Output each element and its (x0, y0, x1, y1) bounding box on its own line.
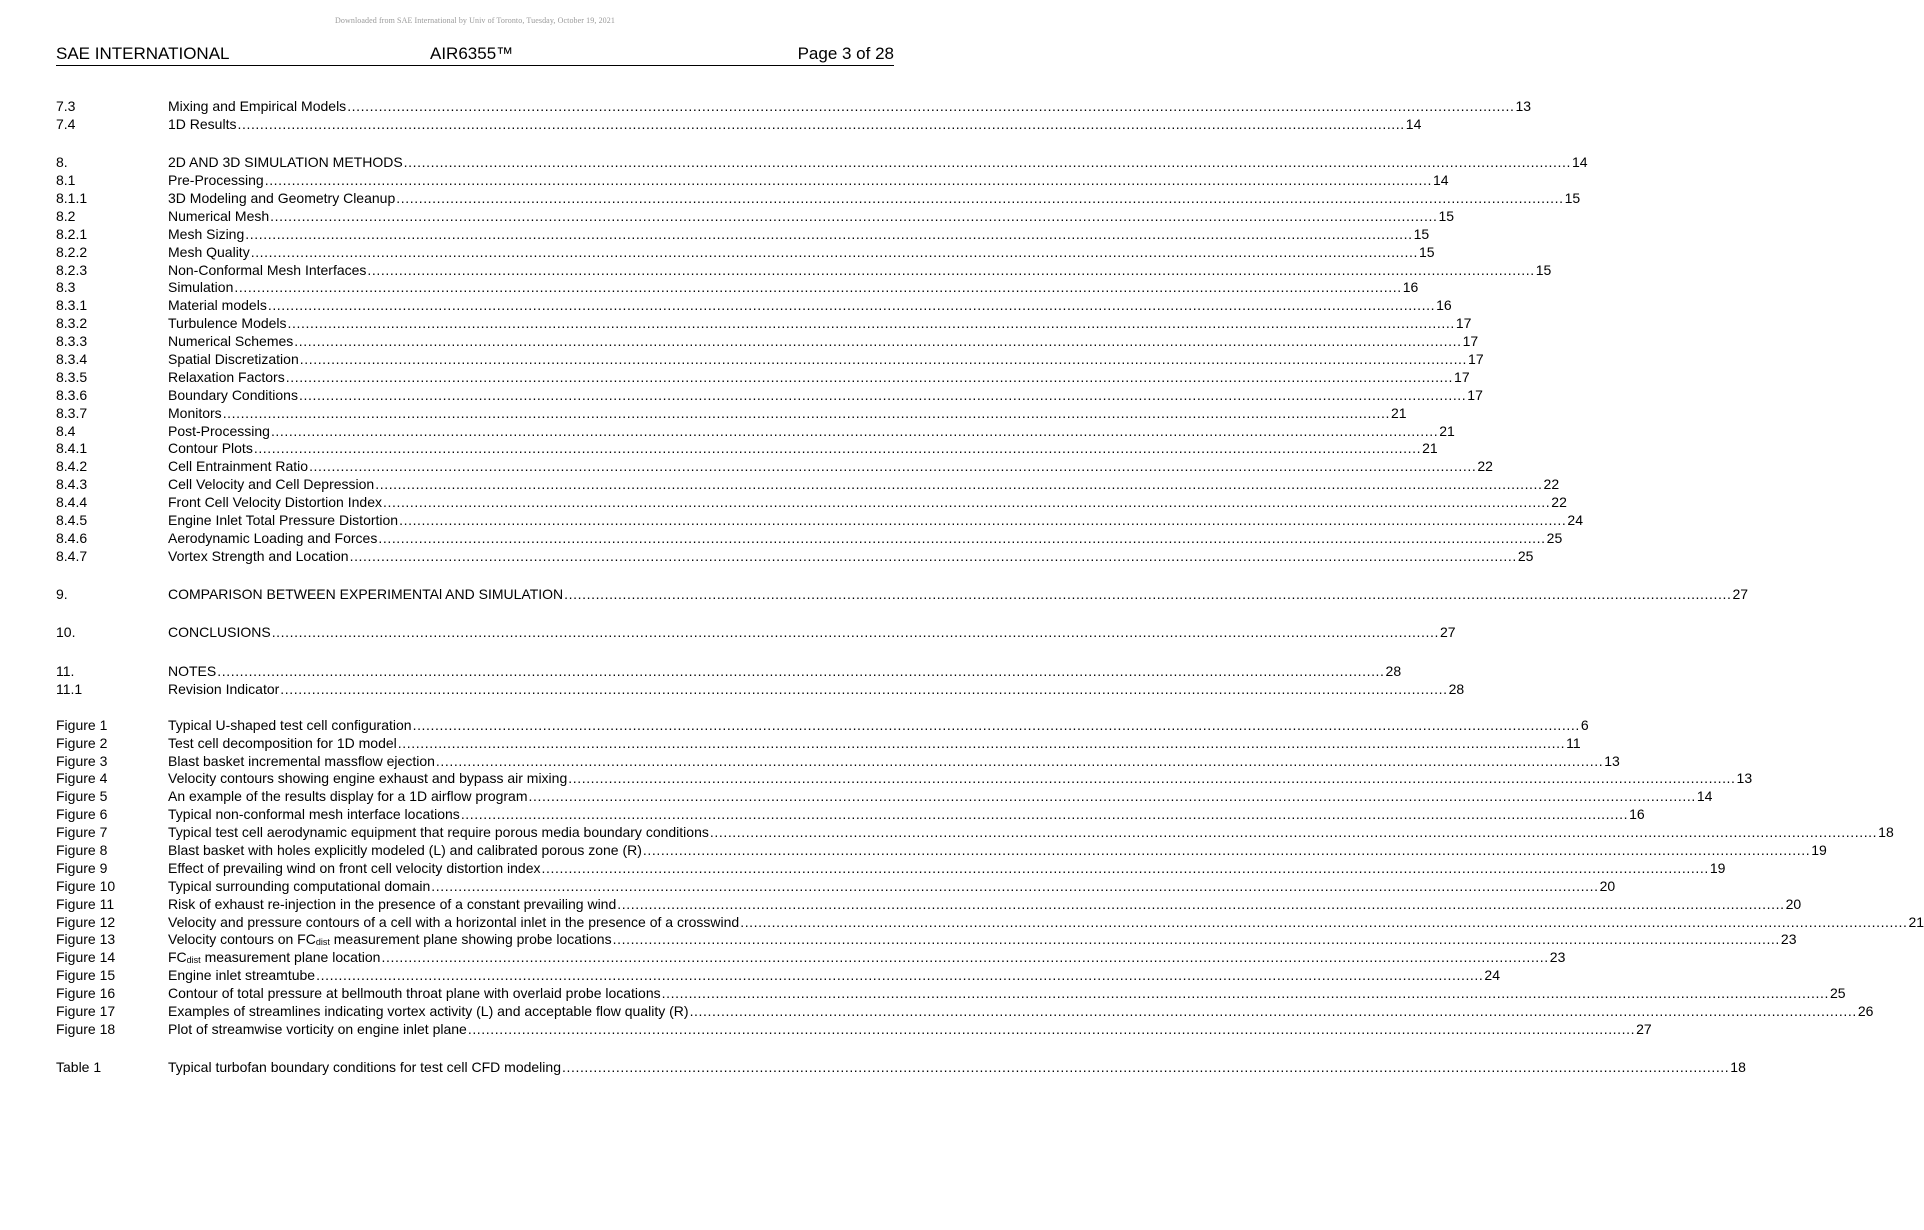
publisher-name: SAE INTERNATIONAL (56, 44, 230, 63)
figure-title-part: measurement plane location (200, 949, 381, 966)
dot-leader: .................................................................................................................................................................................................................................................................... (561, 1058, 1730, 1075)
figure-entry[interactable] (56, 877, 1616, 896)
toc-number: 8.1 (56, 172, 76, 189)
figure-entry[interactable] (56, 931, 1797, 949)
toc-number: 11. (56, 662, 75, 679)
toc-title: Cell Entrainment Ratio (168, 458, 309, 475)
figure-page-number: 27 (1636, 1020, 1652, 1037)
figure-page-number: 23 (1549, 949, 1566, 966)
figure-entry[interactable] (56, 788, 1713, 806)
toc-page-number: 28 (1385, 662, 1402, 679)
figure-page-number: 25 (1829, 985, 1846, 1002)
toc-title: Turbulence Models (168, 315, 287, 332)
dot-leader: .................................................................................................................................................................................................................................................................... (298, 386, 1467, 403)
section-gap (56, 698, 880, 716)
document-number: AIR6355™ (430, 44, 514, 63)
figure-title: Examples of streamlines indicating vortex activity (L) and acceptable flow quality (R) (168, 1003, 689, 1020)
figure-page-number: 6 (1580, 716, 1589, 733)
figure-number: Figure 15 (56, 967, 116, 984)
dot-leader: .................................................................................................................................................................................................................................................................... (431, 877, 1599, 894)
dot-leader: .................................................................................................................................................................................................................................................................... (270, 207, 1438, 224)
figure-page-number: 16 (1629, 806, 1645, 823)
figure-title: Velocity and pressure contours of a cell with a horizontal inlet in the presence of a crosswind (168, 913, 740, 930)
section-gap (56, 134, 880, 154)
dot-leader: .................................................................................................................................................................................................................................................................... (267, 297, 1436, 314)
figure-number: Figure 10 (56, 877, 116, 894)
dot-leader: .................................................................................................................................................................................................................................................................... (378, 529, 1546, 546)
figure-title-part: FC (168, 949, 187, 966)
toc-title: Numerical Mesh (168, 207, 270, 224)
figure-entry[interactable] (56, 842, 1827, 860)
figure-title: Blast basket incremental massflow ejection (168, 752, 435, 769)
toc-title: Relaxation Factors (168, 368, 285, 385)
table-of-contents (56, 98, 1924, 1077)
toc-title: Mesh Quality (168, 243, 250, 260)
figure-number: Figure 12 (56, 913, 116, 930)
figure-number: Figure 5 (56, 788, 108, 805)
toc-number: 8. (56, 154, 68, 171)
section-gap (56, 566, 880, 586)
dot-leader: .................................................................................................................................................................................................................................................................... (299, 350, 1468, 367)
dot-leader: .................................................................................................................................................................................................................................................................... (237, 115, 1405, 132)
toc-number: 7.4 (56, 115, 76, 132)
figure-number: Figure 17 (56, 1003, 116, 1020)
toc-title: 2D AND 3D SIMULATION METHODS (168, 154, 403, 171)
toc-entry[interactable] (56, 279, 1419, 297)
toc-page-number: 16 (1402, 279, 1419, 296)
dot-leader: .................................................................................................................................................................................................................................................................... (612, 931, 1780, 948)
toc-entry[interactable] (56, 115, 1422, 134)
figure-number: Figure 14 (56, 949, 116, 966)
dot-leader: .................................................................................................................................................................................................................................................................... (271, 624, 1439, 641)
toc-number: 8.3.4 (56, 350, 88, 367)
toc-title: Vortex Strength and Location (168, 547, 349, 564)
table-title: Typical turbofan boundary conditions for test cell CFD modeling (168, 1058, 561, 1075)
dot-leader: .................................................................................................................................................................................................................................................................... (661, 985, 1829, 1002)
dot-leader: .................................................................................................................................................................................................................................................................... (381, 949, 1549, 966)
toc-page-number: 17 (1467, 386, 1483, 403)
toc-entry[interactable] (56, 333, 1479, 351)
figure-entry[interactable] (56, 1003, 1874, 1021)
toc-page-number: 21 (1391, 404, 1407, 421)
figure-title: Velocity contours showing engine exhaust and bypass air mixing (168, 770, 568, 787)
dot-leader: .................................................................................................................................................................................................................................................................... (460, 806, 1629, 823)
dot-leader: .................................................................................................................................................................................................................................................................... (347, 98, 1515, 114)
figure-entry[interactable] (56, 859, 1726, 878)
figure-number: Figure 9 (56, 859, 108, 876)
dot-leader: .................................................................................................................................................................................................................................................................... (689, 1003, 1857, 1020)
toc-entry[interactable] (56, 225, 1430, 244)
figure-page-number: 19 (1811, 842, 1827, 859)
dot-leader: .................................................................................................................................................................................................................................................................... (287, 315, 1455, 332)
dot-leader: .................................................................................................................................................................................................................................................................... (564, 586, 1732, 603)
toc-entry[interactable] (56, 386, 1483, 405)
toc-number: 8.3.3 (56, 333, 88, 350)
toc-page-number: 27 (1732, 586, 1749, 603)
figure-page-number: 14 (1696, 788, 1713, 805)
toc-number: 8.1.1 (56, 189, 88, 206)
dot-leader: .................................................................................................................................................................................................................................................................... (642, 842, 1811, 859)
dot-leader: .................................................................................................................................................................................................................................................................... (245, 225, 1413, 242)
dot-leader: .................................................................................................................................................................................................................................................................... (399, 511, 1567, 528)
toc-title: NOTES (168, 662, 217, 679)
figure-page-number: 23 (1780, 931, 1797, 948)
table-number: Table 1 (56, 1058, 102, 1075)
toc-number: 8.4.1 (56, 440, 88, 457)
dot-leader: .................................................................................................................................................................................................................................................................... (309, 458, 1477, 475)
toc-number: 8.4.2 (56, 458, 88, 475)
toc-title: Boundary Conditions (168, 386, 298, 403)
toc-number: 8.3.2 (56, 315, 88, 332)
toc-number: 8.3.1 (56, 297, 88, 314)
download-watermark: Downloaded from SAE International by Univ of Toronto, Tuesday, October 19, 2021 (335, 16, 615, 25)
dot-leader: .................................................................................................................................................................................................................................................................... (709, 824, 1878, 841)
toc-entry[interactable] (56, 297, 1452, 315)
figure-number: Figure 11 (56, 895, 115, 912)
figure-page-number: 21 (1908, 913, 1924, 930)
toc-entry[interactable] (56, 494, 1567, 512)
toc-title: Simulation (168, 279, 234, 296)
toc-title: Aerodynamic Loading and Forces (168, 529, 378, 546)
table-entry[interactable] (56, 1058, 1746, 1077)
figure-number: Figure 16 (56, 985, 116, 1002)
toc-page-number: 17 (1455, 315, 1472, 332)
toc-page-number: 28 (1448, 680, 1465, 697)
toc-number: 8.3.6 (56, 386, 88, 403)
dot-leader: .................................................................................................................................................................................................................................................................... (367, 261, 1535, 278)
toc-entry[interactable] (56, 662, 1402, 681)
toc-number: 8.4 (56, 422, 76, 439)
toc-number: 8.2 (56, 207, 76, 224)
figure-page-number: 20 (1785, 895, 1802, 912)
dot-leader: .................................................................................................................................................................................................................................................................... (250, 243, 1419, 260)
toc-entry[interactable] (56, 207, 1455, 226)
dot-leader: .................................................................................................................................................................................................................................................................... (397, 734, 1566, 751)
toc-entry[interactable] (56, 368, 1470, 387)
dot-leader: .................................................................................................................................................................................................................................................................... (270, 422, 1439, 439)
figure-number: Figure 2 (56, 734, 108, 751)
toc-page-number: 14 (1571, 154, 1588, 171)
toc-title: Engine Inlet Total Pressure Distortion (168, 511, 399, 528)
figure-title: Effect of prevailing wind on front cell velocity distortion index (168, 859, 541, 876)
section-gap (56, 642, 880, 662)
figure-title: Risk of exhaust re-injection in the presence of a constant prevailing wind (168, 895, 617, 912)
toc-number: 10. (56, 624, 76, 641)
toc-title: Mixing and Empirical Models (168, 98, 347, 114)
figure-number: Figure 4 (56, 770, 108, 787)
dot-leader: .................................................................................................................................................................................................................................................................... (528, 788, 1696, 805)
dot-leader: .................................................................................................................................................................................................................................................................... (412, 716, 1580, 733)
toc-title: 3D Modeling and Geometry Cleanup (168, 189, 396, 206)
dot-leader: .................................................................................................................................................................................................................................................................... (349, 547, 1517, 564)
toc-page-number: 14 (1405, 115, 1422, 132)
toc-title: Post-Processing (168, 422, 270, 439)
toc-number: 8.4.4 (56, 494, 88, 511)
figure-page-number: 13 (1604, 752, 1620, 769)
toc-page-number: 22 (1543, 476, 1560, 493)
figure-entry[interactable] (56, 716, 1589, 735)
toc-title: CONCLUSIONS (168, 624, 271, 641)
figure-entry[interactable] (56, 824, 1894, 842)
toc-title: Spatial Discretization (168, 350, 299, 367)
dot-leader: .................................................................................................................................................................................................................................................................... (375, 476, 1543, 493)
toc-page-number: 15 (1564, 189, 1581, 206)
toc-number: 8.2.2 (56, 243, 88, 260)
figure-page-number: 20 (1599, 877, 1616, 894)
toc-page-number: 21 (1439, 422, 1455, 439)
page-number: Page 3 of 28 (797, 44, 894, 63)
section-gap (56, 604, 880, 624)
toc-number: 9. (56, 586, 68, 603)
toc-title: Revision Indicator (168, 680, 280, 697)
toc-title: Monitors (168, 404, 222, 421)
dot-leader: .................................................................................................................................................................................................................................................................... (541, 859, 1709, 876)
toc-number: 8.4.5 (56, 511, 88, 528)
figure-page-number: 26 (1857, 1003, 1874, 1020)
figure-title: Engine inlet streamtube (168, 967, 316, 984)
dot-leader: .................................................................................................................................................................................................................................................................... (568, 770, 1736, 787)
toc-page-number: 15 (1535, 261, 1552, 278)
toc-page-number: 16 (1436, 297, 1452, 314)
figure-page-number: 11 (1566, 734, 1581, 751)
figure-title: Test cell decomposition for 1D model (168, 734, 397, 751)
toc-entry[interactable] (56, 172, 1449, 190)
figure-entry[interactable] (56, 752, 1620, 771)
figure-entry[interactable] (56, 1020, 1652, 1039)
toc-entry[interactable] (56, 547, 1534, 566)
toc-number: 8.2.3 (56, 261, 88, 278)
figure-title: Typical test cell aerodynamic equipment that require porous media boundary conditions (168, 824, 709, 841)
toc-page-number: 17 (1454, 368, 1470, 385)
figure-title: An example of the results display for a 1D airflow program (168, 788, 528, 805)
toc-entry[interactable] (56, 350, 1484, 369)
dot-leader: .................................................................................................................................................................................................................................................................... (253, 440, 1422, 457)
toc-entry[interactable] (56, 315, 1472, 333)
toc-entry[interactable] (56, 243, 1435, 262)
toc-entry[interactable] (56, 98, 1532, 116)
toc-page-number: 14 (1433, 172, 1449, 189)
figure-title: Typical U-shaped test cell configuration (168, 716, 412, 733)
toc-number: 8.3.7 (56, 404, 88, 421)
figure-page-number: 24 (1484, 967, 1500, 984)
toc-title: Numerical Schemes (168, 333, 294, 350)
toc-title: Pre-Processing (168, 172, 264, 189)
toc-entry[interactable] (56, 529, 1563, 548)
section-gap (56, 1039, 880, 1059)
figure-number: Figure 3 (56, 752, 108, 769)
figure-entry[interactable] (56, 985, 1846, 1003)
toc-page-number: 25 (1546, 529, 1563, 546)
figure-number: Figure 8 (56, 842, 108, 859)
toc-entry[interactable] (56, 624, 1456, 642)
figure-page-number: 13 (1736, 770, 1753, 787)
figure-entry[interactable] (56, 967, 1500, 985)
toc-entry[interactable] (56, 511, 1583, 530)
toc-title: Contour Plots (168, 440, 253, 457)
toc-page-number: 24 (1567, 511, 1583, 528)
dot-leader: .................................................................................................................................................................................................................................................................... (217, 662, 1385, 679)
figure-entry[interactable] (56, 734, 1581, 753)
figure-number: Figure 13 (56, 931, 116, 948)
figure-number: Figure 18 (56, 1020, 116, 1037)
toc-number: 8.4.6 (56, 529, 88, 546)
figure-entry[interactable] (56, 949, 1566, 967)
toc-entry[interactable] (56, 154, 1588, 172)
toc-page-number: 25 (1517, 547, 1534, 564)
toc-entry[interactable] (56, 476, 1560, 494)
toc-page-number: 17 (1468, 350, 1484, 367)
toc-title: Mesh Sizing (168, 225, 245, 242)
figure-number: Figure 1 (56, 716, 108, 733)
dot-leader: .................................................................................................................................................................................................................................................................... (285, 368, 1454, 385)
figure-entry[interactable] (56, 770, 1753, 788)
page-header (56, 43, 894, 66)
dot-leader: .................................................................................................................................................................................................................................................................... (467, 1020, 1636, 1037)
toc-number: 8.3.5 (56, 368, 88, 385)
toc-entry[interactable] (56, 422, 1455, 441)
figure-entry[interactable] (56, 913, 1924, 932)
figure-title-part: Velocity contours on FC (168, 931, 316, 948)
toc-number: 8.2.1 (56, 225, 88, 242)
dot-leader: .................................................................................................................................................................................................................................................................... (740, 913, 1908, 930)
toc-page-number: 22 (1477, 458, 1493, 475)
figure-title (168, 931, 612, 949)
dot-leader: .................................................................................................................................................................................................................................................................... (234, 279, 1402, 296)
toc-page-number: 17 (1462, 333, 1479, 350)
toc-page-number: 21 (1422, 440, 1438, 457)
toc-entry[interactable] (56, 586, 1749, 604)
toc-entry[interactable] (56, 440, 1438, 458)
toc-title: 1D Results (168, 115, 237, 132)
toc-title: Front Cell Velocity Distortion Index (168, 494, 382, 511)
table-page-number: 18 (1730, 1058, 1746, 1075)
toc-title: Material models (168, 297, 267, 314)
figure-title: Plot of streamwise vorticity on engine inlet plane (168, 1020, 467, 1037)
dot-leader: .................................................................................................................................................................................................................................................................... (280, 680, 1448, 697)
figure-page-number: 19 (1709, 859, 1726, 876)
toc-title: COMPARISON BETWEEN EXPERIMENTAl AND SIMULATION (168, 586, 564, 603)
dot-leader: .................................................................................................................................................................................................................................................................... (294, 333, 1462, 350)
toc-page-number: 15 (1413, 225, 1430, 242)
figure-title: Typical surrounding computational domain (168, 877, 431, 894)
dot-leader: .................................................................................................................................................................................................................................................................... (382, 494, 1551, 511)
figure-page-number: 18 (1878, 824, 1894, 841)
figure-number: Figure 6 (56, 806, 108, 823)
dot-leader: .................................................................................................................................................................................................................................................................... (435, 752, 1604, 769)
figure-number: Figure 7 (56, 824, 108, 841)
toc-entry[interactable] (56, 458, 1493, 476)
figure-title-part: measurement plane showing probe locations (329, 931, 612, 948)
toc-page-number: 27 (1440, 624, 1456, 641)
toc-number: 7.3 (56, 98, 76, 114)
dot-leader: .................................................................................................................................................................................................................................................................... (222, 404, 1390, 421)
toc-number: 11.1 (56, 680, 83, 697)
toc-page-number: 15 (1438, 207, 1455, 224)
toc-title: Non-Conformal Mesh Interfaces (168, 261, 367, 278)
figure-title: Blast basket with holes explicitly modeled (L) and calibrated porous zone (R) (168, 842, 642, 859)
toc-entry[interactable] (56, 261, 1552, 280)
toc-entry[interactable] (56, 404, 1407, 423)
toc-number: 8.4.7 (56, 547, 88, 564)
figure-title-subscript: dist (186, 955, 201, 966)
dot-leader: .................................................................................................................................................................................................................................................................... (617, 895, 1785, 912)
toc-page-number: 15 (1419, 243, 1435, 260)
figure-title: Contour of total pressure at bellmouth throat plane with overlaid probe locations (168, 985, 661, 1002)
dot-leader: .................................................................................................................................................................................................................................................................... (316, 967, 1484, 984)
figure-title (168, 949, 380, 967)
toc-entry[interactable] (56, 189, 1581, 208)
toc-page-number: 13 (1515, 98, 1532, 114)
figure-title-subscript: dist (315, 937, 330, 948)
toc-number: 8.3 (56, 279, 76, 296)
toc-entry[interactable] (56, 680, 1465, 699)
dot-leader: .................................................................................................................................................................................................................................................................... (403, 154, 1571, 171)
dot-leader: .................................................................................................................................................................................................................................................................... (396, 189, 1564, 206)
figure-entry[interactable] (56, 806, 1645, 824)
toc-title: Cell Velocity and Cell Depression (168, 476, 375, 493)
figure-title: Typical non-conformal mesh interface locations (168, 806, 460, 823)
figure-entry[interactable] (56, 895, 1802, 914)
dot-leader: .................................................................................................................................................................................................................................................................... (264, 172, 1433, 189)
toc-number: 8.4.3 (56, 476, 88, 493)
toc-page-number: 22 (1551, 494, 1567, 511)
